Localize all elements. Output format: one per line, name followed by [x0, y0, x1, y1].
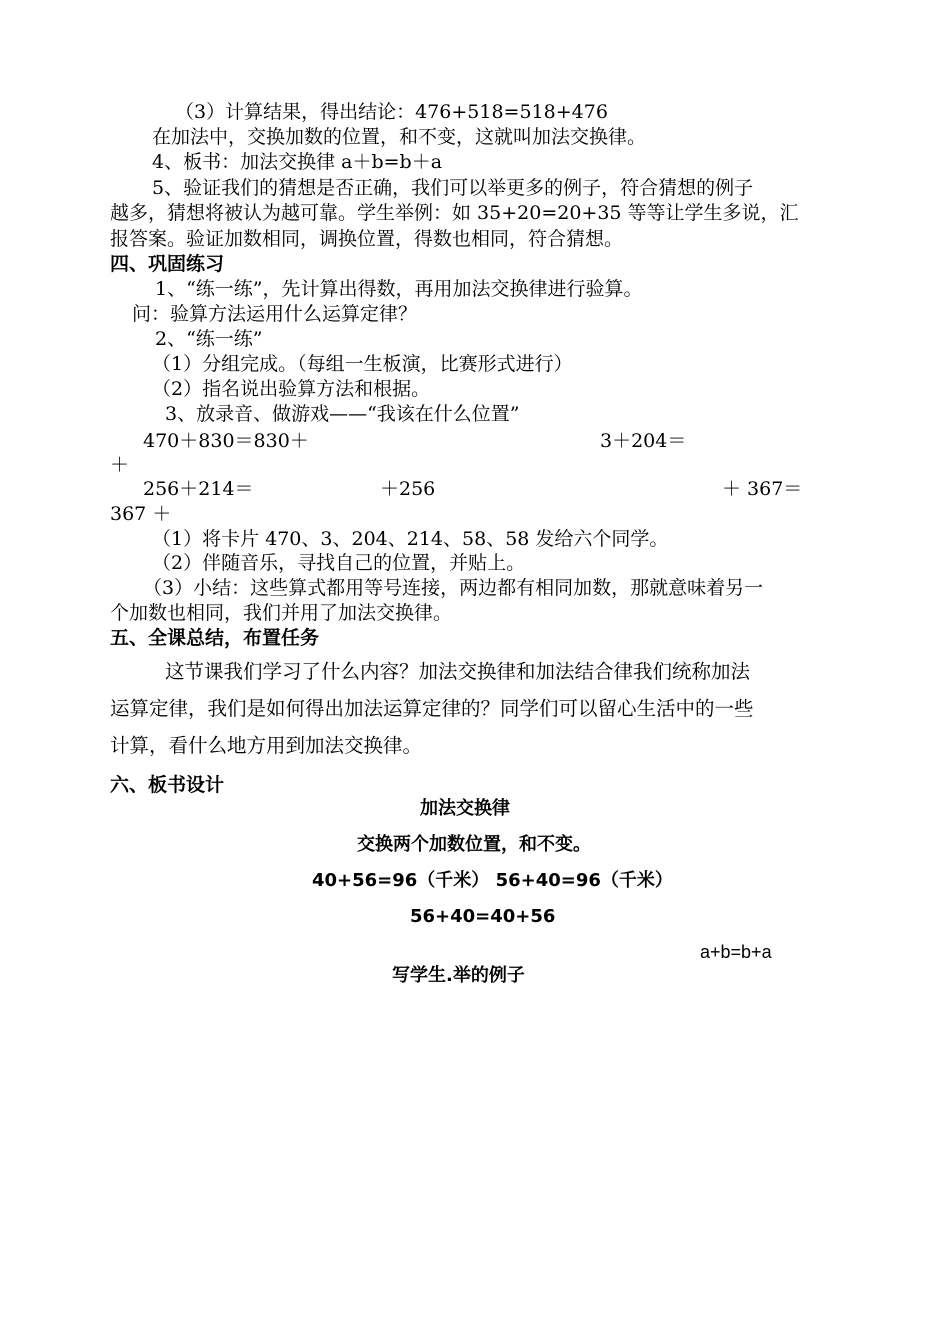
game-equation-1-left: 470＋830＝830＋ — [143, 430, 309, 452]
step5-line-1: 5、验证我们的猜想是否正确，我们可以举更多的例子，符合猜想的例子 — [152, 177, 754, 199]
section4-item3: 3、放录音、做游戏——“我该在什么位置” — [165, 403, 520, 425]
section5-heading: 五、全课总结，布置任务 — [110, 627, 320, 649]
section5-paragraph-line-2: 运算定律，我们是如何得出加法运算定律的？同学们可以留心生活中的一些 — [110, 697, 754, 720]
board-rule: 交换两个加数位置，和不变。 — [357, 834, 591, 855]
board-equation: 56+40=40+56 — [410, 906, 556, 927]
step4-line: 4、板书：加法交换律 a＋b=b＋a — [152, 151, 443, 173]
board-formula: a+b=b+a — [700, 942, 772, 962]
step5-line-3: 报答案。验证加数相同，调换位置，得数也相同，符合猜想。 — [110, 228, 624, 250]
section6-heading: 六、板书设计 — [110, 774, 225, 796]
board-example: 40+56=96（千米） 56+40=96（千米） — [312, 870, 673, 891]
section4-item1: 1、“练一练”，先计算出得数，再用加法交换律进行验算。 — [155, 278, 643, 300]
game-equation-2-left: 256＋214＝ — [143, 478, 254, 500]
game-sub2: （2）伴随音乐，寻找自己的位置，并贴上。 — [152, 552, 526, 574]
board-title: 加法交换律 — [420, 798, 510, 819]
section4-item2-sub1: （1）分组完成。（每组一生板演，比赛形式进行） — [152, 353, 573, 375]
section4-item2: 2、“练一练” — [155, 328, 263, 350]
section5-paragraph-line-3: 计算，看什么地方用到加法交换律。 — [110, 734, 423, 757]
game-sub3-line-2: 个加数也相同，我们并用了加法交换律。 — [110, 602, 453, 624]
section4-item2-sub2: （2）指名说出验算方法和根据。 — [152, 378, 431, 400]
game-sub1: （1）将卡片 470、3、204、214、58、58 发给六个同学。 — [152, 528, 669, 550]
step5-line-2: 越多，猜想将被认为越可靠。学生举例：如 35+20=20+35 等等让学生多说，汇 — [110, 202, 799, 224]
board-note: 写学生.举的例子 — [392, 965, 525, 986]
game-equation-2-right: ＋ 367＝ — [722, 478, 803, 500]
step3-line: （3）计算结果，得出结论：476+518=518+476 — [175, 101, 608, 123]
conclusion-line: 在加法中，交换加数的位置，和不变，这就叫加法交换律。 — [152, 126, 647, 148]
game-equation-2-continued: 367 ＋ — [110, 503, 172, 525]
game-equation-2-middle: ＋256 — [380, 478, 436, 500]
section4-heading: 四、巩固练习 — [110, 253, 225, 275]
game-equation-1-right: 3＋204＝ — [600, 430, 687, 452]
section4-question: 问：验算方法运用什么运算定律？ — [132, 303, 418, 325]
game-sub3-line-1: （3）小结：这些算式都用等号连接，两边都有相同加数，那就意味着另一 — [143, 577, 764, 599]
section5-paragraph-line-1: 这节课我们学习了什么内容？加法交换律和加法结合律我们统称加法 — [165, 660, 751, 683]
game-equation-1-continued: ＋ — [110, 454, 130, 476]
